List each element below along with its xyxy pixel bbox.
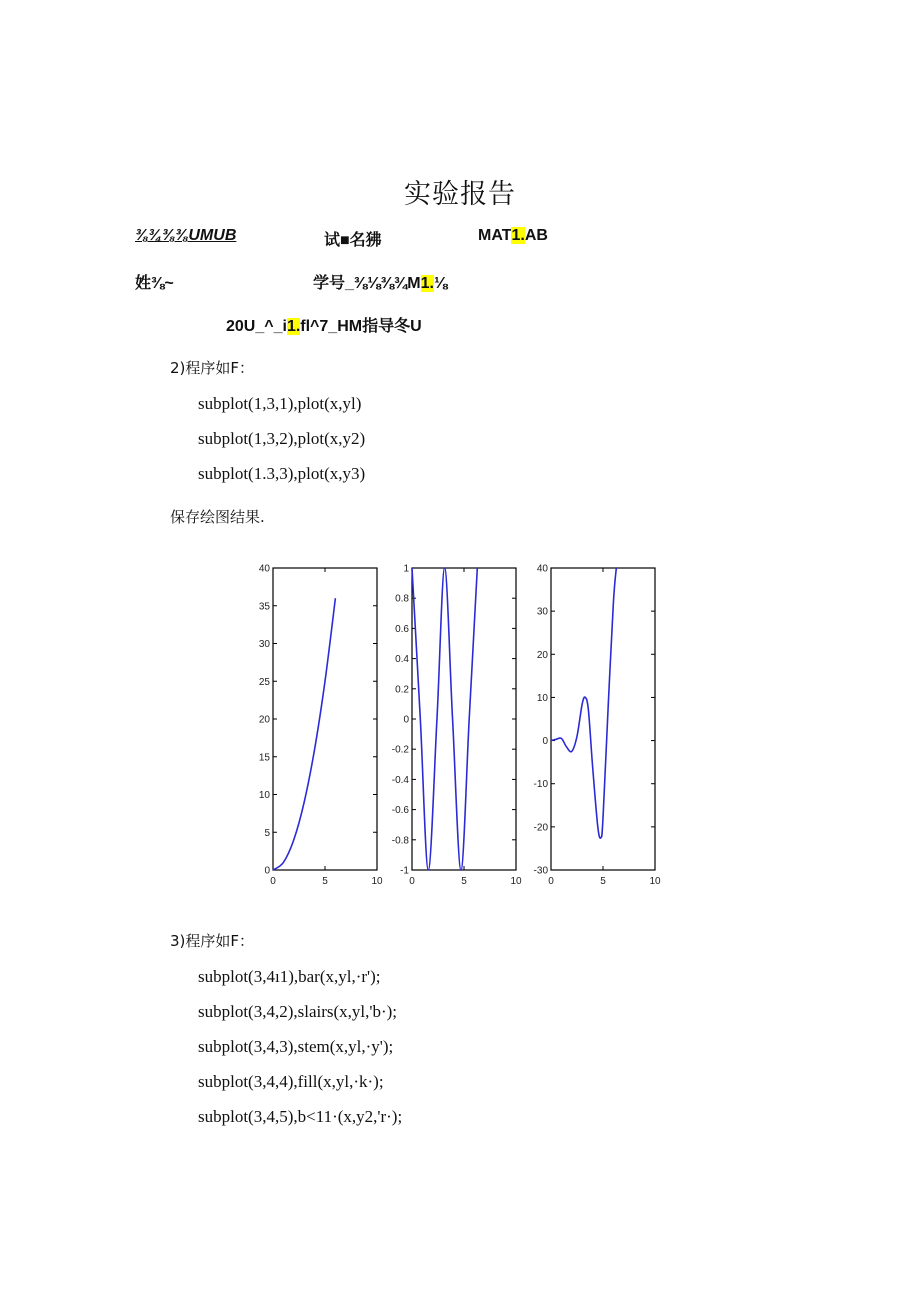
y-tick-label: -0.6 xyxy=(391,805,409,817)
y-tick-label: 10 xyxy=(258,790,270,801)
y-tick-label: 10 xyxy=(536,692,548,704)
y-tick-label: -10 xyxy=(533,779,548,791)
y-tick-label: -30 xyxy=(533,865,548,877)
y-tick-label: 30 xyxy=(536,606,548,618)
x-tick-label: 0 xyxy=(548,876,554,887)
code-line: subplot(3,4ı1),bar(x,yl,·r'); xyxy=(198,967,381,986)
y-tick-label: 20 xyxy=(536,649,548,661)
x-tick-label: 10 xyxy=(510,876,522,887)
x-tick-label: 5 xyxy=(461,876,467,887)
y-tick-label: 40 xyxy=(536,563,548,575)
section3-heading: 3)程序如F： xyxy=(170,932,255,950)
header-field-student-id xyxy=(313,270,447,293)
y-tick-label: -0.4 xyxy=(391,774,409,786)
header-field-software xyxy=(478,227,548,245)
y-tick-label: 0.4 xyxy=(395,654,409,666)
y-tick-label: 0 xyxy=(403,714,409,726)
subplot-figure xyxy=(240,555,680,890)
header-class-value: ⅜¾⅜⅜UMUB xyxy=(135,227,237,244)
code-line: subplot(3,4,3),stem(x,yl,·y'); xyxy=(198,1037,394,1056)
code-line: subplot(3,4,2),slairs(x,yl,'b·); xyxy=(198,1002,398,1021)
date-pre: 20U_^_i xyxy=(226,318,287,335)
y-tick-label: 25 xyxy=(258,676,270,688)
y-tick-label: -0.2 xyxy=(391,744,409,756)
student-id-pre: 学号_⅜⅛⅜¾M xyxy=(313,275,421,292)
student-id-post: ⅛ xyxy=(433,275,448,292)
code-line: subplot(3,4,4),fill(x,yl,·k·); xyxy=(198,1072,384,1091)
code-line: subplot(3,4,5),b<11·(x,y2,'r·); xyxy=(198,1107,403,1126)
software-text-post: AB xyxy=(524,227,548,244)
header-field-date-advisor xyxy=(226,313,422,336)
y-tick-label: 5 xyxy=(264,827,270,839)
x-tick-label: 10 xyxy=(371,876,383,887)
code-line: subplot(1.3,3),plot(x,y3) xyxy=(198,464,366,483)
y-tick-label: 0.8 xyxy=(395,593,409,605)
y-tick-label: 0.2 xyxy=(395,684,409,696)
code-line: subplot(1,3,2),plot(x,y2) xyxy=(198,429,366,448)
software-text-highlight: 1. xyxy=(511,227,525,244)
y-tick-label: 35 xyxy=(258,601,270,613)
x-tick-label: 0 xyxy=(409,876,415,887)
plot-frame xyxy=(273,568,377,870)
date-post: fl^7_HM指导冬U xyxy=(300,318,422,335)
header-field-class xyxy=(135,227,236,245)
section2-note: 保存绘图结果. xyxy=(170,508,265,526)
x-tick-label: 5 xyxy=(600,876,606,887)
student-id-highlight: 1. xyxy=(420,275,434,292)
x-tick-label: 0 xyxy=(270,876,276,887)
y-tick-label: 0 xyxy=(542,736,548,748)
y-tick-label: 20 xyxy=(258,714,270,726)
y-tick-label: -0.8 xyxy=(391,835,409,847)
y-tick-label: -20 xyxy=(533,822,548,834)
y-tick-label: 0 xyxy=(264,865,270,877)
code-line: subplot(1,3,1),plot(x,yl) xyxy=(198,394,362,413)
section2-heading: 2)程序如F： xyxy=(170,359,255,377)
date-highlight: 1. xyxy=(286,318,301,335)
y-tick-label: 0.6 xyxy=(395,623,409,635)
y-tick-label: 1 xyxy=(403,563,409,575)
x-tick-label: 10 xyxy=(649,876,661,887)
y-tick-label: 15 xyxy=(258,752,270,764)
software-text-pre: MAT xyxy=(478,227,512,244)
y-tick-label: 40 xyxy=(258,563,270,575)
y-tick-label: -1 xyxy=(400,865,409,877)
header-field-experiment: 试■名狒 xyxy=(324,232,382,249)
report-title: 实验报告 xyxy=(404,179,516,210)
x-tick-label: 5 xyxy=(322,876,328,887)
y-tick-label: 30 xyxy=(258,639,270,650)
header-field-name: 姓⅜~ xyxy=(135,275,174,292)
